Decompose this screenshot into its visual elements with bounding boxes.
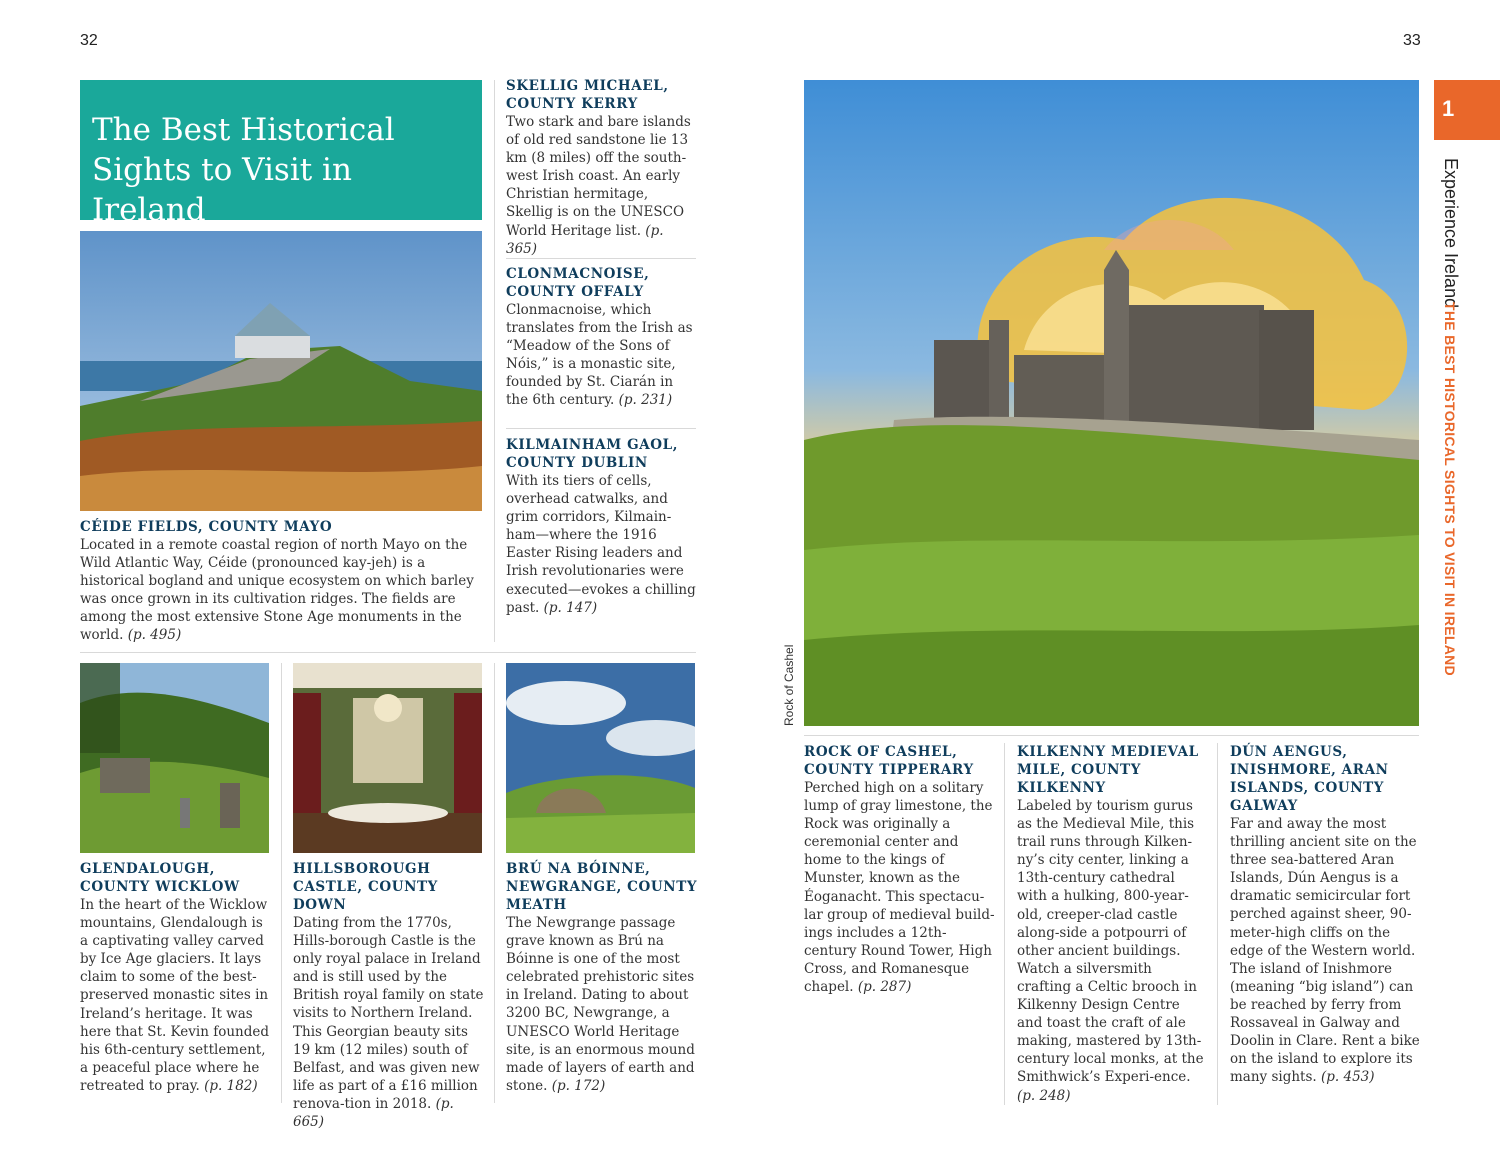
entry-body: Far and away the most thrilling ancient site on the three sea-battered Aran Islands, Dún Aengus is a dramatic semicircular fort perched against sheer, 90-meter-high cliffs on the edge of the Western world. The island of Inishmore (meaning “big island”) can be reached by ferry from Rossaveal in Galway and Doolin in Clare. Rent a bike on the island to explore its many sights. (p. 453)	[1230, 816, 1420, 1086]
glendalough-photo	[80, 663, 269, 853]
column-divider	[1004, 743, 1005, 1105]
photo-caption: Rock of Cashel	[782, 644, 796, 726]
entry-body: Dating from the 1770s, Hills-borough Castle is the only royal palace in Ireland and is still used by the British royal family on state visits to Northern Ireland. This Georgian beauty sits 19 km (12 miles) south of Belfast, and was given new life as part of a £16 million renova-tion in 2018. (p. 665)	[293, 915, 484, 1131]
rock-of-cashel-photo	[804, 80, 1419, 726]
page-reference: (p. 231)	[618, 392, 673, 409]
entry-heading: ROCK OF CASHEL, COUNTY TIPPERARY	[804, 744, 974, 778]
entry-hillsborough-castle	[293, 860, 485, 1131]
entry-heading: DÚN AENGUS, INISHMORE, ARAN ISLANDS, COUNTY GALWAY	[1230, 744, 1389, 814]
row-divider	[80, 652, 696, 653]
page-reference: (p. 495)	[127, 627, 182, 644]
ceide-fields-photo	[80, 231, 482, 511]
entry-heading: HILLSBOROUGH CASTLE, COUNTY DOWN	[293, 861, 438, 913]
entry-rock-of-cashel	[804, 743, 996, 996]
column-divider	[494, 663, 495, 1103]
entry-body: With its tiers of cells, overhead catwalks, and grim corridors, Kilmain-ham—where the 1916 Easter Rising leaders and Irish revolutionaries were executed—evokes a chilling past. (p. 147)	[506, 473, 696, 616]
chapter-name: Experience Ireland	[1441, 158, 1461, 309]
chapter-tab	[1434, 80, 1500, 140]
column-divider	[281, 663, 282, 1103]
row-divider	[804, 735, 1419, 736]
page-title: The Best Historical Sights to Visit in Ireland	[92, 112, 395, 228]
entry-clonmacnoise	[506, 265, 698, 410]
entry-heading: CÉIDE FIELDS, COUNTY MAYO	[80, 519, 333, 535]
column-divider	[494, 80, 495, 642]
page-number-right: 33	[1403, 32, 1421, 49]
section-name: THE BEST HISTORICAL SIGHTS TO VISIT IN IRELAND	[1442, 302, 1458, 676]
page-reference: (p. 147)	[543, 599, 598, 616]
page-reference: (p. 172)	[551, 1077, 606, 1094]
entry-heading: CLONMACNOISE, COUNTY OFFALY	[506, 266, 650, 300]
entry-divider	[506, 428, 696, 429]
chapter-number: 1	[1442, 96, 1455, 121]
entry-body: Clonmacnoise, which translates from the Irish as “Meadow of the Sons of Nóis,” is a monastic site, founded by St. Ciarán in the 6th century. (p. 231)	[506, 302, 693, 409]
entry-glendalough	[80, 860, 270, 1095]
entry-heading: KILMAINHAM GAOL, COUNTY DUBLIN	[506, 437, 679, 471]
page-reference: (p. 665)	[293, 1095, 454, 1131]
page-reference: (p. 365)	[506, 222, 664, 257]
entry-heading: GLENDALOUGH, COUNTY WICKLOW	[80, 861, 240, 895]
entry-body: Two stark and bare islands of old red sandstone lie 13 km (8 miles) off the south-west Irish coast. An early Christian hermitage, Skellig is on the UNESCO World Heritage list. (p. 365)	[506, 114, 691, 257]
entry-heading: BRÚ NA BÓINNE, NEWGRANGE, COUNTY MEATH	[506, 861, 698, 913]
hillsborough-castle-photo	[293, 663, 482, 853]
entry-body: In the heart of the Wicklow mountains, Glendalough is a captivating valley carved by Ice Age glaciers. It lays claim to some of the best-preserved monastic sites in Ireland’s heritage. It was here that St. Kevin founded his 6th-century settlement, a peaceful place where he retreated to pray. (p. 182)	[80, 897, 269, 1094]
entry-divider	[506, 258, 696, 259]
page-reference: (p. 248)	[1017, 1087, 1071, 1104]
entry-ceide-fields	[80, 518, 484, 645]
entry-heading: SKELLIG MICHAEL, COUNTY KERRY	[506, 78, 669, 112]
entry-kilmainham-gaol	[506, 436, 698, 617]
page-number-left: 32	[80, 32, 98, 49]
entry-skellig-michael	[506, 77, 698, 258]
entry-body: Perched high on a solitary lump of gray limestone, the Rock was originally a ceremonial center and home to the kings of Munster, known as the Éoganacht. This spectacu-lar group of medieval build-ings includes a 12th-century Round Tower, High Cross, and Romanesque chapel. (p. 287)	[804, 780, 995, 996]
entry-body: Labeled by tourism gurus as the Medieval Mile, this trail runs through Kilken-ny’s city center, linking a 13th-century cathedral with a hulking, 800-year-old, creeper-clad castle along-side a potpourri of other ancient buildings. Watch a silversmith crafting a Celtic brooch in Kilkenny Design Centre and toast the craft of ale making, mastered by 13th-century local monks, at the Smithwick’s Experi-ence. (p. 248)	[1017, 798, 1204, 1104]
page-reference: (p. 182)	[204, 1077, 258, 1094]
entry-body: The Newgrange passage grave known as Brú na Bóinne is one of the most celebrated prehistoric sites in Ireland. Dating to about 3200 BC, Newgrange, a UNESCO World Heritage site, is an enormous mound made of layers of earth and stone. (p. 172)	[506, 915, 695, 1094]
page-reference: (p. 453)	[1321, 1069, 1375, 1086]
column-divider	[1217, 743, 1218, 1105]
entry-body: Located in a remote coastal region of north Mayo on the Wild Atlantic Way, Céide (pronounced kay-jeh) is a historical bogland and unique ecosystem on which barley was once grown in its cultivation ridges. The fields are among the most extensive Stone Age monuments in the world. (p. 495)	[80, 537, 474, 644]
title-box	[80, 80, 482, 228]
page-reference: (p. 287)	[857, 979, 912, 996]
entry-bru-na-boinne	[506, 860, 698, 1095]
bru-na-boinne-photo	[506, 663, 695, 853]
entry-heading: KILKENNY MEDIEVAL MILE, COUNTY KILKENNY	[1017, 744, 1199, 796]
entry-dun-aengus	[1230, 743, 1420, 1086]
entry-kilkenny-medieval-mile	[1017, 743, 1209, 1105]
